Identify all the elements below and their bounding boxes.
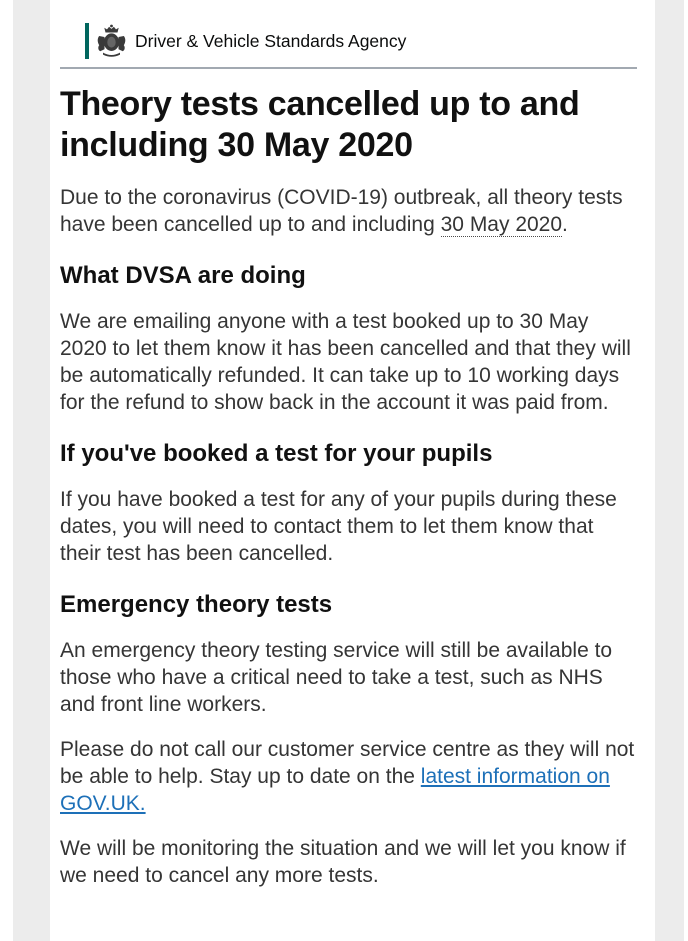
detected-date[interactable]: 30 May 2020 xyxy=(440,213,563,236)
section-heading-what-dvsa-are-doing: What DVSA are doing xyxy=(60,262,306,289)
closing-paragraph: We will be monitoring the situation and we will let you know if we need to cancel any more tests. xyxy=(60,837,626,887)
agency-header xyxy=(85,22,637,60)
intro-text-after-date: . xyxy=(562,213,568,236)
header-divider xyxy=(60,67,637,69)
govuk-latest-information-link[interactable]: latest information on GOV.UK. xyxy=(60,765,610,815)
page-title: Theory tests cancelled up to and including 30 May 2020 xyxy=(60,85,580,164)
section-body-booked-test-for-pupils: If you have booked a test for any of your pupils during these dates, you will need to contact them to let them know that their test has been cancelled. xyxy=(60,488,617,565)
section-body-emergency-theory-tests: An emergency theory testing service will still be available to those who have a critical need to take a test, such as NHS and front line workers. xyxy=(60,639,613,716)
intro-text-before-date: Due to the coronavirus (COVID-19) outbreak, all theory tests have been cancelled up to and including xyxy=(60,186,623,236)
royal-crest-icon xyxy=(96,24,127,58)
email-body-card xyxy=(50,0,655,941)
section-heading-booked-test-for-pupils: If you've booked a test for your pupils xyxy=(60,440,493,467)
intro-paragraph xyxy=(60,184,637,238)
section-body-what-dvsa-are-doing: We are emailing anyone with a test booked up to 30 May 2020 to let them know it has been cancelled and that they will be automatically refunded. It can take up to 10 working days for the refund to show back in the account it was paid from. xyxy=(60,310,631,414)
brand-bar xyxy=(85,23,89,59)
section-heading-emergency-theory-tests: Emergency theory tests xyxy=(60,591,333,618)
contact-text-before-link: Please do not call our customer service centre as they will not be able to help. Stay up to date on the xyxy=(60,738,635,788)
contact-paragraph xyxy=(60,736,637,817)
agency-name: Driver & Vehicle Standards Agency xyxy=(135,30,407,51)
